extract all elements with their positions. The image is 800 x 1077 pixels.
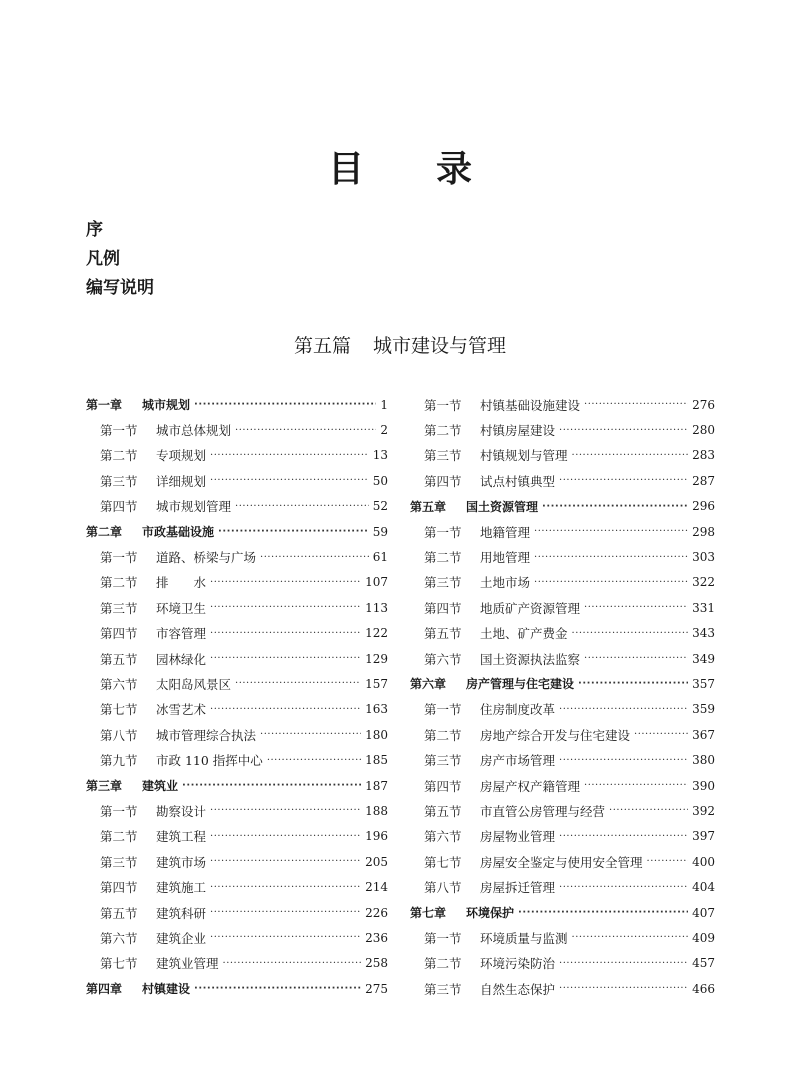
entry-number: 第五节 <box>424 626 462 642</box>
leader-dots <box>210 849 361 874</box>
leader-dots <box>210 595 361 620</box>
leader-dots <box>559 976 688 1001</box>
leader-dots <box>210 798 361 823</box>
entry-number: 第四节 <box>424 600 462 616</box>
entry-page: 331 <box>692 600 715 615</box>
entry-page: 457 <box>692 956 715 971</box>
entry-title: 建筑业 <box>142 779 179 794</box>
toc-section-entry[interactable] <box>86 544 388 569</box>
toc-chapter-entry[interactable] <box>86 976 388 1001</box>
entry-number: 第八节 <box>424 880 462 896</box>
leader-dots <box>572 925 689 950</box>
toc-section-entry[interactable] <box>410 951 715 976</box>
toc-section-entry[interactable] <box>410 824 715 849</box>
toc-section-entry[interactable] <box>410 519 715 544</box>
entry-title: 环境保护 <box>466 906 515 920</box>
toc-chapter-entry[interactable] <box>410 900 715 925</box>
leader-dots <box>260 545 369 570</box>
part-title <box>0 332 800 360</box>
toc-section-entry[interactable] <box>410 747 715 772</box>
entry-page: 322 <box>692 575 715 590</box>
page-title <box>0 147 800 191</box>
entry-number: 第六节 <box>100 930 138 946</box>
entry-number: 第二节 <box>424 550 462 566</box>
entry-number: 第一节 <box>100 803 138 819</box>
toc-section-entry[interactable] <box>410 976 715 1001</box>
entry-title: 建筑业管理 <box>156 956 219 972</box>
entry-title: 太阳岛风景区 <box>156 676 232 692</box>
entry-page: 287 <box>692 473 715 488</box>
entry-number: 第五节 <box>424 803 462 819</box>
entry-page: 298 <box>692 524 715 539</box>
entry-title: 房地产综合开发与住宅建设 <box>480 727 631 743</box>
entry-page: 122 <box>365 626 388 641</box>
entry-title: 住房制度改革 <box>480 702 556 718</box>
toc-section-entry[interactable] <box>86 874 388 899</box>
entry-number: 第二章 <box>86 525 123 540</box>
entry-page: 157 <box>365 676 388 691</box>
entry-page: 275 <box>365 981 388 996</box>
entry-title: 村镇规划与管理 <box>480 448 568 464</box>
entry-page: 343 <box>692 626 715 641</box>
entry-page: 1 <box>380 397 388 412</box>
leader-dots <box>210 697 361 722</box>
entry-number: 第六节 <box>424 651 462 667</box>
entry-page: 276 <box>692 397 715 412</box>
entry-title: 环境卫生 <box>156 600 207 616</box>
leader-dots <box>210 646 361 671</box>
entry-title: 环境污染防治 <box>480 956 556 972</box>
entry-number: 第一节 <box>100 550 138 566</box>
entry-title: 市政 110 指挥中心 <box>156 753 263 769</box>
leader-dots <box>210 875 361 900</box>
leader-dots <box>267 748 361 773</box>
part-number: 第五篇 <box>293 335 351 357</box>
entry-number: 第七节 <box>100 702 138 718</box>
entry-title: 排 水 <box>156 575 207 591</box>
toc-section-entry[interactable] <box>86 646 388 671</box>
leader-dots <box>518 900 688 925</box>
title-char-2: 录 <box>436 148 473 190</box>
entry-title: 建筑企业 <box>156 930 207 946</box>
entry-page: 407 <box>692 905 715 920</box>
toc-chapter-entry[interactable] <box>86 773 388 798</box>
entry-title: 冰雪艺术 <box>156 702 207 718</box>
entry-number: 第一节 <box>424 397 462 413</box>
toc-section-entry[interactable] <box>410 697 715 722</box>
leader-dots <box>559 748 688 773</box>
toc-section-entry[interactable] <box>86 925 388 950</box>
entry-page: 404 <box>692 880 715 895</box>
entry-title: 房产管理与住宅建设 <box>466 677 575 692</box>
toc-section-entry[interactable] <box>410 722 715 747</box>
leader-dots <box>559 697 688 722</box>
entry-number: 第五节 <box>100 651 138 667</box>
entry-number: 第四节 <box>100 880 138 896</box>
toc-section-entry[interactable] <box>86 621 388 646</box>
entry-title: 房屋安全鉴定与使用安全管理 <box>480 854 643 870</box>
entry-page: 280 <box>692 423 715 438</box>
entry-number: 第四节 <box>424 778 462 794</box>
leader-dots <box>534 570 688 595</box>
leader-dots <box>584 392 688 417</box>
toc-section-entry[interactable] <box>86 671 388 696</box>
toc-section-entry[interactable] <box>410 417 715 442</box>
entry-page: 214 <box>365 880 388 895</box>
entry-page: 359 <box>692 702 715 717</box>
entry-page: 296 <box>692 499 715 514</box>
leader-dots <box>210 900 361 925</box>
leader-dots <box>559 468 688 493</box>
entry-page: 466 <box>692 981 715 996</box>
entry-title: 国土资源执法监察 <box>480 651 581 667</box>
leader-dots <box>534 545 688 570</box>
entry-number: 第三节 <box>100 854 138 870</box>
toc-section-entry[interactable] <box>410 849 715 874</box>
toc-section-entry[interactable] <box>410 468 715 493</box>
entry-page: 205 <box>365 854 388 869</box>
entry-title: 地籍管理 <box>480 524 531 540</box>
entry-title: 环境质量与监测 <box>480 930 568 946</box>
entry-number: 第二节 <box>424 956 462 972</box>
toc-section-entry[interactable] <box>410 544 715 569</box>
toc-section-entry[interactable] <box>410 798 715 823</box>
entry-page: 52 <box>372 499 388 514</box>
leader-dots <box>182 773 361 798</box>
toc-section-entry[interactable] <box>410 646 715 671</box>
entry-title: 园林绿化 <box>156 651 207 667</box>
entry-number: 第二节 <box>100 448 138 464</box>
leader-dots <box>235 494 369 519</box>
leader-dots <box>647 849 689 874</box>
entry-page: 107 <box>365 575 388 590</box>
entry-page: 349 <box>692 651 715 666</box>
leader-dots <box>559 824 688 849</box>
toc-section-entry[interactable] <box>86 798 388 823</box>
leader-dots <box>559 418 688 443</box>
leader-dots <box>223 951 362 976</box>
toc-chapter-entry[interactable] <box>410 494 715 519</box>
toc-section-entry[interactable] <box>86 443 388 468</box>
entry-title: 村镇建设 <box>142 982 191 997</box>
toc-left-column <box>86 392 388 1001</box>
entry-page: 226 <box>365 905 388 920</box>
entry-page: 409 <box>692 930 715 945</box>
entry-page: 283 <box>692 448 715 463</box>
entry-number: 第三节 <box>100 473 138 489</box>
entry-page: 357 <box>692 676 715 691</box>
entry-number: 第三节 <box>100 600 138 616</box>
entry-page: 303 <box>692 550 715 565</box>
entry-page: 2 <box>380 423 388 438</box>
toc-section-entry[interactable] <box>410 570 715 595</box>
entry-page: 188 <box>365 803 388 818</box>
toc-section-entry[interactable] <box>86 595 388 620</box>
entry-page: 61 <box>372 550 388 565</box>
entry-page: 113 <box>365 600 388 615</box>
entry-title: 专项规划 <box>156 448 207 464</box>
entry-number: 第一节 <box>424 702 462 718</box>
entry-title: 地质矿产资源管理 <box>480 600 581 616</box>
entry-page: 400 <box>692 854 715 869</box>
entry-number: 第七节 <box>100 956 138 972</box>
entry-number: 第五章 <box>410 499 447 514</box>
toc-right-column <box>410 392 715 1001</box>
entry-page: 163 <box>365 702 388 717</box>
leader-dots <box>559 951 688 976</box>
toc-chapter-entry[interactable] <box>86 519 388 544</box>
entry-title: 建筑市场 <box>156 854 207 870</box>
leader-dots <box>210 925 361 950</box>
entry-page: 180 <box>365 727 388 742</box>
entry-number: 第六节 <box>424 829 462 845</box>
entry-title: 房产市场管理 <box>480 753 556 769</box>
entry-page: 390 <box>692 778 715 793</box>
toc-chapter-entry[interactable] <box>410 671 715 696</box>
toc-chapter-entry[interactable] <box>86 392 388 417</box>
front-matter-preface[interactable]: 序 <box>86 220 103 240</box>
entry-title: 详细规划 <box>156 473 207 489</box>
toc-section-entry[interactable] <box>410 874 715 899</box>
entry-page: 397 <box>692 829 715 844</box>
toc-section-entry[interactable] <box>86 747 388 772</box>
entry-number: 第六节 <box>100 676 138 692</box>
toc-section-entry[interactable] <box>410 392 715 417</box>
entry-page: 129 <box>365 651 388 666</box>
toc-section-entry[interactable] <box>86 417 388 442</box>
entry-title: 房屋产权产籍管理 <box>480 778 581 794</box>
leader-dots <box>235 671 361 696</box>
entry-number: 第三节 <box>424 753 462 769</box>
leader-dots <box>218 519 369 544</box>
entry-title: 房屋物业管理 <box>480 829 556 845</box>
toc-section-entry[interactable] <box>410 443 715 468</box>
entry-title: 建筑科研 <box>156 905 207 921</box>
entry-title: 市容管理 <box>156 626 207 642</box>
entry-number: 第二节 <box>424 423 462 439</box>
entry-number: 第一节 <box>100 423 138 439</box>
entry-number: 第四节 <box>424 473 462 489</box>
entry-number: 第二节 <box>100 829 138 845</box>
entry-number: 第九节 <box>100 753 138 769</box>
part-name: 城市建设与管理 <box>373 335 507 357</box>
entry-title: 城市管理综合执法 <box>156 727 257 743</box>
leader-dots <box>634 722 688 747</box>
front-matter-notes[interactable]: 编写说明 <box>86 278 154 298</box>
entry-page: 196 <box>365 829 388 844</box>
entry-number: 第一节 <box>424 524 462 540</box>
entry-number: 第六章 <box>410 677 447 692</box>
toc-section-entry[interactable] <box>86 468 388 493</box>
entry-page: 258 <box>365 956 388 971</box>
title-char-1: 目 <box>327 148 364 190</box>
entry-title: 市政基础设施 <box>142 525 215 540</box>
toc-section-entry[interactable] <box>410 595 715 620</box>
entry-title: 试点村镇典型 <box>480 473 556 489</box>
leader-dots <box>210 824 361 849</box>
toc-section-entry[interactable] <box>86 697 388 722</box>
entry-number: 第四节 <box>100 499 138 515</box>
entry-number: 第四章 <box>86 982 123 997</box>
toc-section-entry[interactable] <box>86 951 388 976</box>
entry-page: 59 <box>372 524 388 539</box>
entry-number: 第七节 <box>424 854 462 870</box>
entry-title: 道路、桥梁与广场 <box>156 550 257 566</box>
entry-title: 自然生态保护 <box>480 981 556 997</box>
toc-section-entry[interactable] <box>86 494 388 519</box>
entry-page: 13 <box>372 448 388 463</box>
entry-number: 第七章 <box>410 906 447 920</box>
leader-dots <box>235 418 376 443</box>
entry-number: 第三章 <box>86 779 123 794</box>
entry-title: 土地、矿产费金 <box>480 626 568 642</box>
entry-page: 367 <box>692 727 715 742</box>
leader-dots <box>584 646 688 671</box>
entry-page: 185 <box>365 753 388 768</box>
leader-dots <box>609 798 688 823</box>
leader-dots <box>534 519 688 544</box>
leader-dots <box>210 570 361 595</box>
entry-title: 用地管理 <box>480 550 531 566</box>
leader-dots <box>210 621 361 646</box>
toc-section-entry[interactable] <box>86 722 388 747</box>
entry-number: 第四节 <box>100 626 138 642</box>
entry-title: 国土资源管理 <box>466 499 539 514</box>
entry-number: 第三节 <box>424 981 462 997</box>
leader-dots <box>542 494 688 519</box>
front-matter-guide[interactable]: 凡例 <box>86 249 120 269</box>
entry-number: 第三节 <box>424 575 462 591</box>
entry-page: 236 <box>365 930 388 945</box>
entry-number: 第一节 <box>424 930 462 946</box>
entry-title: 勘察设计 <box>156 803 207 819</box>
entry-number: 第三节 <box>424 448 462 464</box>
leader-dots <box>194 976 361 1001</box>
entry-title: 城市规划 <box>142 398 191 413</box>
entry-page: 187 <box>365 778 388 793</box>
leader-dots <box>210 443 369 468</box>
leader-dots <box>260 722 361 747</box>
toc-section-entry[interactable] <box>86 570 388 595</box>
entry-title: 土地市场 <box>480 575 531 591</box>
entry-title: 村镇基础设施建设 <box>480 397 581 413</box>
entry-number: 第一章 <box>86 398 123 413</box>
leader-dots <box>584 595 688 620</box>
entry-number: 第二节 <box>424 727 462 743</box>
leader-dots <box>572 443 689 468</box>
entry-number: 第八节 <box>100 727 138 743</box>
entry-number: 第二节 <box>100 575 138 591</box>
entry-title: 市直管公房管理与经营 <box>480 803 606 819</box>
leader-dots <box>210 468 369 493</box>
entry-title: 城市总体规划 <box>156 423 232 439</box>
toc-section-entry[interactable] <box>410 925 715 950</box>
leader-dots <box>194 392 376 417</box>
front-matter-list <box>86 216 154 303</box>
entry-title: 建筑工程 <box>156 829 207 845</box>
entry-title: 城市规划管理 <box>156 499 232 515</box>
leader-dots <box>584 773 688 798</box>
toc-section-entry[interactable] <box>410 773 715 798</box>
toc-section-entry[interactable] <box>86 824 388 849</box>
entry-title: 村镇房屋建设 <box>480 423 556 439</box>
entry-page: 392 <box>692 803 715 818</box>
leader-dots <box>578 671 688 696</box>
entry-title: 建筑施工 <box>156 880 207 896</box>
toc-section-entry[interactable] <box>410 621 715 646</box>
entry-number: 第五节 <box>100 905 138 921</box>
leader-dots <box>572 621 689 646</box>
leader-dots <box>559 875 688 900</box>
entry-title: 房屋拆迁管理 <box>480 880 556 896</box>
toc-section-entry[interactable] <box>86 849 388 874</box>
entry-page: 380 <box>692 753 715 768</box>
toc-section-entry[interactable] <box>86 900 388 925</box>
entry-page: 50 <box>372 473 388 488</box>
